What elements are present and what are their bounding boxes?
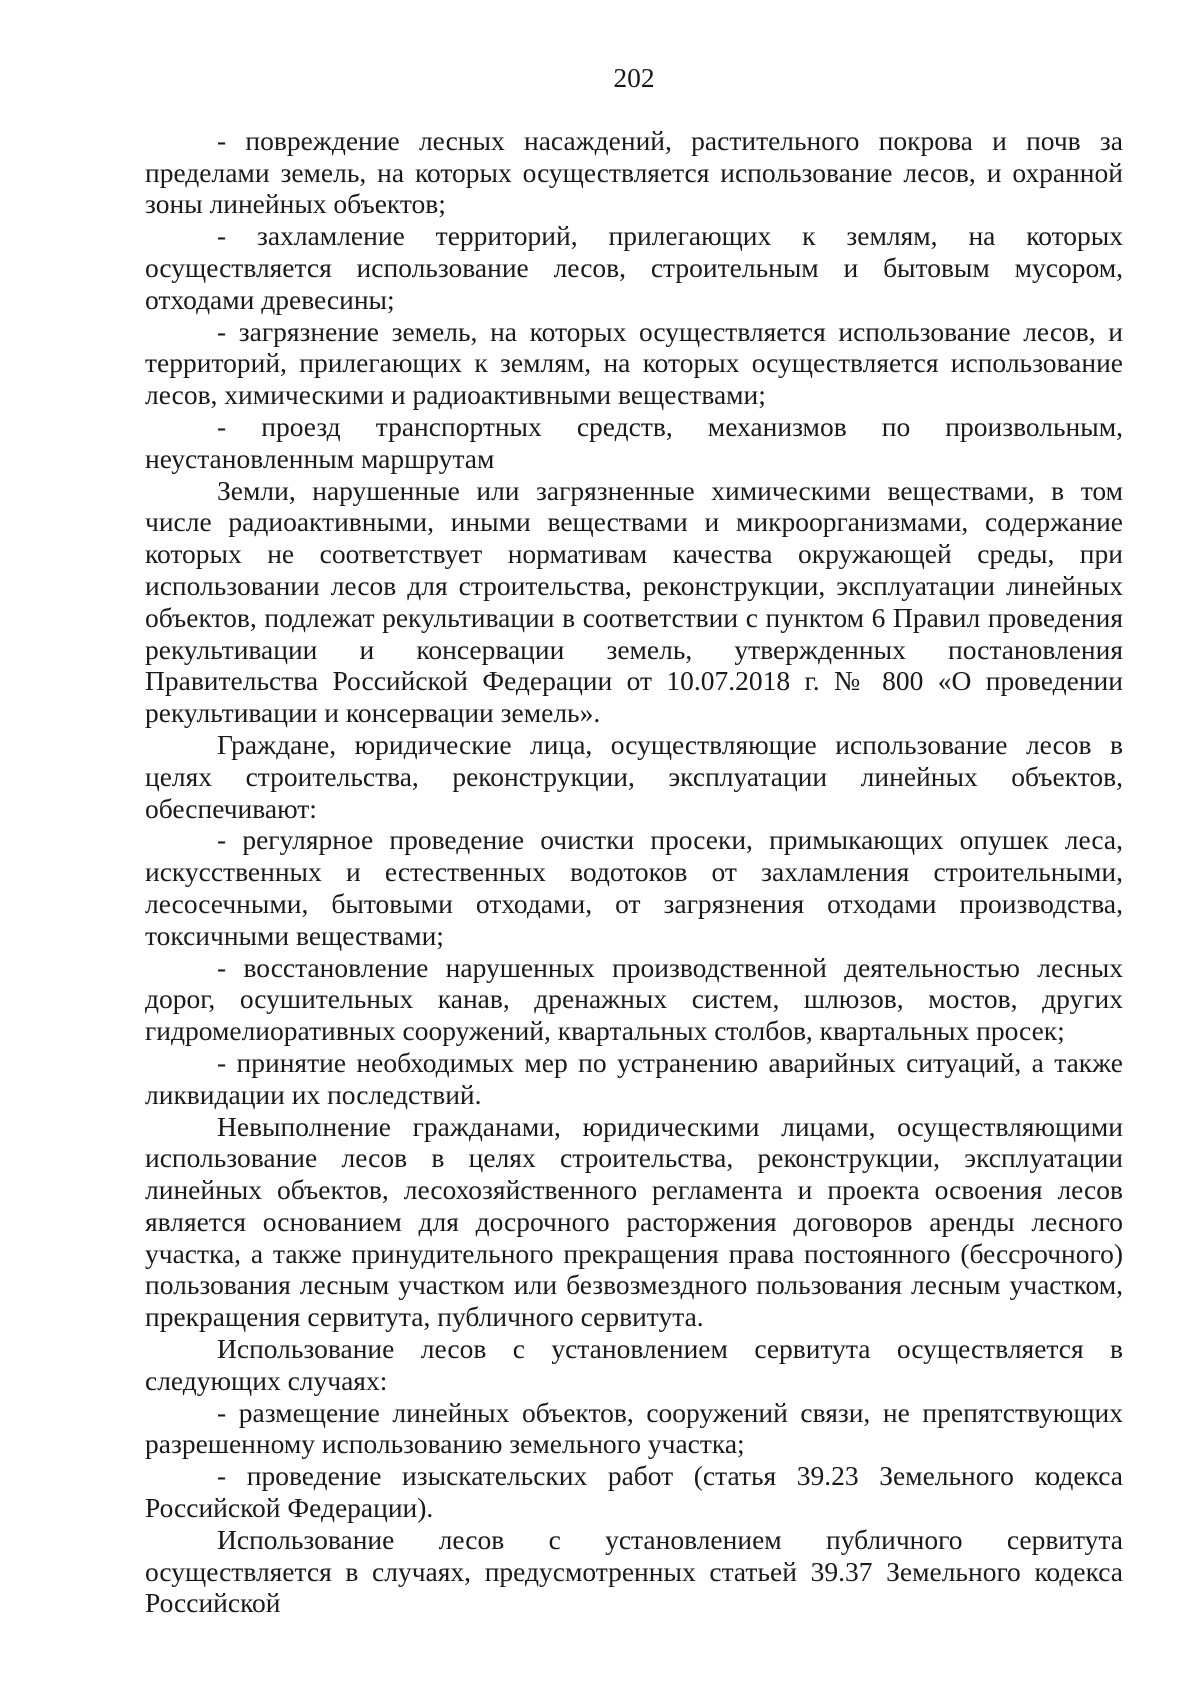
paragraph-survey-works: - проведение изыскательских работ (статья 39.23 Земельного кодекса Российской Федерации). (145, 1460, 1123, 1524)
paragraph-land-pollution: - загрязнение земель, на которых осуществляется использование лесов, и территорий, прилегающих к землям, на которых осуществляется использование лесов, химическими и радиоактивными веществами; (145, 315, 1123, 411)
paragraph-restoration-roads: - восстановление нарушенных производственной деятельностью лесных дорог, осушительных канав, дренажных систем, шлюзов, мостов, других гидромелиоративных сооружений, квартальных столбов, квартальных просек; (145, 951, 1123, 1047)
paragraph-damage-plantations: - повреждение лесных насаждений, растительного покрова и почв за пределами земель, на которых осуществляется использование лесов, и охранной зоны линейных объектов; (145, 124, 1123, 220)
paragraph-citizens-obligations: Граждане, юридические лица, осуществляющие использование лесов в целях строительства, реконструкции, эксплуатации линейных объектов, обеспечивают: (145, 728, 1123, 824)
paragraph-land-recultivation: Земли, нарушенные или загрязненные химическими веществами, в том числе радиоактивными, иными веществами и микроорганизмами, содержание которых не соответствует нормативам качества окружающей среды, при использовании лесов для строительства, реконструкции, эксплуатации линейных объектов, подлежат рекультивации в соответствии с пунктом 6 Правил проведения рекультивации и консервации земель, утвержденных постановления Правительства Российской Федерации от 10.07.2018 г. № 800 «О проведении рекультивации и консервации земель». (145, 474, 1123, 729)
paragraph-public-servitude: Использование лесов с установлением публичного сервитута осуществляется в случаях, предусмотренных статьей 39.37 Земельного кодекса Российской (145, 1523, 1123, 1619)
document-page (145, 62, 1123, 1619)
paragraph-emergency-measures: - принятие необходимых мер по устранению аварийных ситуаций, а также ликвидации их последствий. (145, 1046, 1123, 1110)
page-number: 202 (613, 62, 655, 93)
paragraph-vehicle-passage: - проезд транспортных средств, механизмов по произвольным, неустановленным маршрутам (145, 410, 1123, 474)
paragraph-clearing-cutting: - регулярное проведение очистки просеки, примыкающих опушек леса, искусственных и естественных водотоков от захламления строительными, лесосечными, бытовыми отходами, от загрязнения отходами производства, токсичными веществами; (145, 824, 1123, 951)
paragraph-non-compliance: Невыполнение гражданами, юридическими лицами, осуществляющими использование лесов в целях строительства, реконструкции, эксплуатации линейных объектов, лесохозяйственного регламента и проекта освоения лесов является основанием для досрочного расторжения договоров аренды лесного участка, а также принудительного прекращения права постоянного (бессрочного) пользования лесным участком или безвозмездного пользования лесным участком, прекращения сервитута, публичного сервитута. (145, 1110, 1123, 1333)
paragraph-linear-objects-placement: - размещение линейных объектов, сооружений связи, не препятствующих разрешенному использованию земельного участка; (145, 1396, 1123, 1460)
paragraph-servitude-cases: Использование лесов с установлением сервитута осуществляется в следующих случаях: (145, 1333, 1123, 1396)
paragraph-littering-territories: - захламление территорий, прилегающих к землям, на которых осуществляется использование лесов, строительным и бытовым мусором, отходами древесины; (145, 220, 1123, 315)
